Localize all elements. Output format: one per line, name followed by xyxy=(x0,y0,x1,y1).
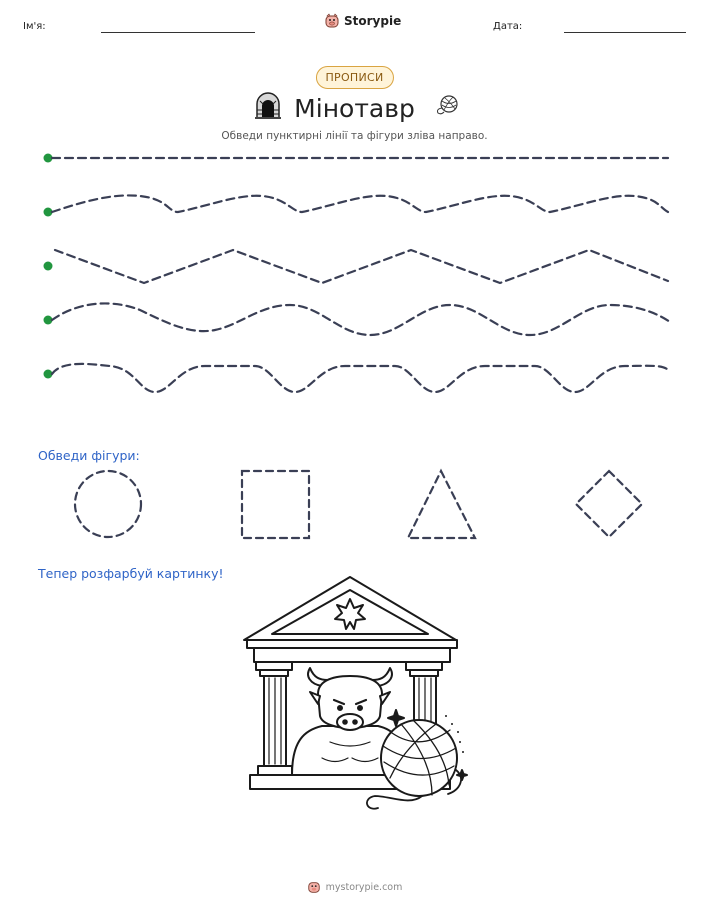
temple-beam xyxy=(247,640,457,648)
right-column-capital xyxy=(406,662,442,670)
shapes-section-label: Обведи фігури: xyxy=(38,448,140,463)
temple-frieze xyxy=(254,648,450,662)
yarn-ball-icon xyxy=(434,94,460,116)
date-field[interactable] xyxy=(564,32,686,33)
footer-site[interactable]: mystorypie.com xyxy=(325,881,403,893)
arch-wave-line xyxy=(52,364,670,392)
pig-mascot-icon xyxy=(324,13,340,29)
page-title: Мінотавр xyxy=(294,94,415,123)
brand-logo xyxy=(324,13,401,29)
trace-circle xyxy=(75,471,141,537)
left-column-capital xyxy=(256,662,292,670)
trace-square xyxy=(242,471,309,538)
shapes-row xyxy=(60,462,670,546)
rolling-wave-line xyxy=(52,303,670,335)
coloring-section-label: Тепер розфарбуй картинку! xyxy=(38,566,224,581)
zigzag-line xyxy=(55,250,668,283)
start-dot xyxy=(44,262,53,271)
trace-diamond xyxy=(576,471,642,537)
date-label: Дата: xyxy=(493,21,523,32)
tracing-lines xyxy=(0,140,709,400)
name-field[interactable] xyxy=(101,32,255,33)
minotaur-snout xyxy=(337,714,363,730)
footer xyxy=(0,880,709,894)
worksheet-badge: ПРОПИСИ xyxy=(315,66,393,89)
trace-triangle xyxy=(408,471,475,538)
name-label: Ім'я: xyxy=(23,21,46,32)
left-column-base xyxy=(258,766,292,775)
instruction-text: Обведи пунктирні лінії та фігури зліва направо. xyxy=(221,130,488,142)
gentle-wave-line xyxy=(52,195,668,212)
pig-mascot-icon xyxy=(307,880,321,894)
minotaur-temple-illustration xyxy=(240,572,470,812)
brand-name: Storypie xyxy=(344,14,402,28)
